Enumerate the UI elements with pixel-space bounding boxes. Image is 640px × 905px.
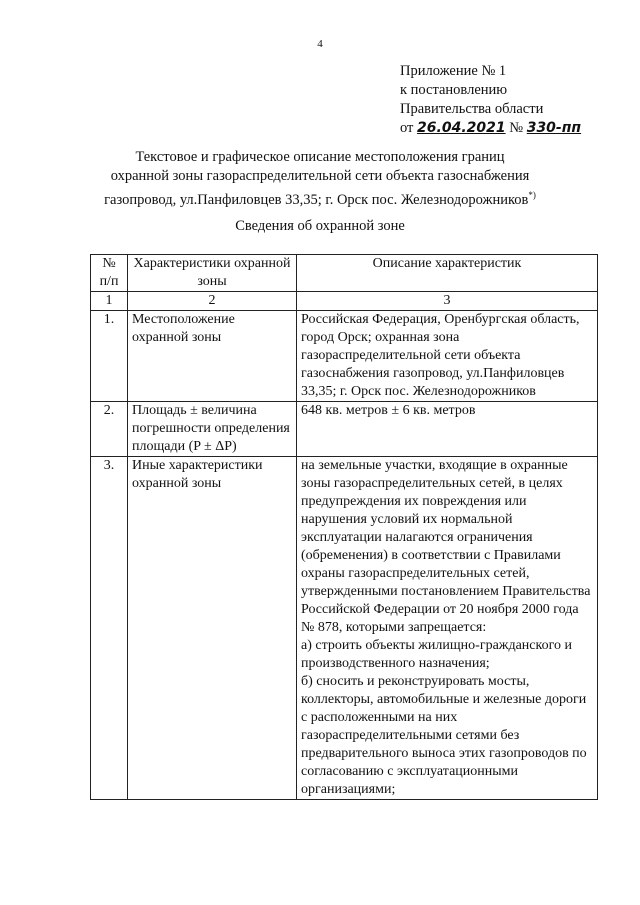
title-line-1: Текстовое и графическое описание местоположения границ (135, 149, 505, 165)
row-characteristic: Местоположение охранной зоны (128, 311, 297, 402)
title-line-2: охранной зоны газораспределительной сети объекта газоснабжения (110, 168, 530, 184)
appendix-line-3: Правительства области (400, 101, 544, 117)
header-description: Описание характеристик (297, 255, 598, 292)
restriction-item-a: а) строить объекты жилищно-гражданского и производственного назначения; (301, 638, 572, 671)
column-number: 2 (128, 292, 297, 311)
row-number: 2. (91, 402, 128, 457)
appendix-block (400, 62, 581, 138)
row-number: 3. (91, 457, 128, 800)
restriction-item-b: б) сносить и реконструировать мосты, коллекторы, автомобильные и железные дороги с расположенными на них газораспределительными сетями без предварительного выноса этих газопроводов по согласованию с эксплуатационными организациями; (301, 674, 587, 797)
header-characteristics: Характеристики охранной зоны (128, 255, 297, 292)
column-number-row (91, 292, 598, 311)
appendix-line-2: к постановлению (400, 82, 508, 98)
row-description: 648 кв. метров ± 6 кв. метров (297, 402, 598, 457)
column-number: 1 (91, 292, 128, 311)
title-line-3-text: газопровод, ул.Панфиловцев 33,35; г. Орск пос. Железнодорожников (104, 191, 529, 208)
row-characteristic: Иные характеристики охранной зоны (128, 457, 297, 800)
appendix-line-1: Приложение № 1 (400, 63, 507, 79)
appendix-date-line (400, 119, 581, 138)
footnote-mark: *) (528, 190, 536, 200)
column-number: 3 (297, 292, 598, 311)
title-line-3 (40, 186, 600, 210)
table-header-row (91, 255, 598, 292)
row-number: 1. (91, 311, 128, 402)
protection-zone-table (90, 254, 598, 800)
table-row (91, 311, 598, 402)
restrictions-intro: на земельные участки, входящие в охранные зоны газораспределительных сетей, в целях предупреждения их повреждения или нарушения условий их нормальной эксплуатации налагаются ограничения (обременения) в соответствии с Правилами охраны газораспределительных сетей, утвержденными постановлением Правительства Российской Федерации от 20 ноября 2000 года № 878, которыми запрещается: (301, 458, 591, 635)
date-prefix: от (400, 120, 414, 136)
row-description: Российская Федерация, Оренбургская область, город Орск; охранная зона газораспределительной сети объекта газоснабжения газопровод, ул.Панфиловцев 33,35; г. Орск пос. Железнодорожников (297, 311, 598, 402)
section-subtitle: Сведения об охранной зоне (235, 218, 405, 234)
row-characteristic: Площадь ± величина погрешности определения площади (P ± ΔP) (128, 402, 297, 457)
handwritten-number: 330-пп (526, 120, 582, 136)
table-row (91, 402, 598, 457)
handwritten-date: 26.04.2021 (417, 120, 506, 136)
page-number: 4 (317, 38, 323, 50)
table-row (91, 457, 598, 800)
header-number: № п/п (91, 255, 128, 292)
number-prefix: № (509, 120, 524, 136)
document-title (40, 148, 600, 210)
row-description (297, 457, 598, 800)
